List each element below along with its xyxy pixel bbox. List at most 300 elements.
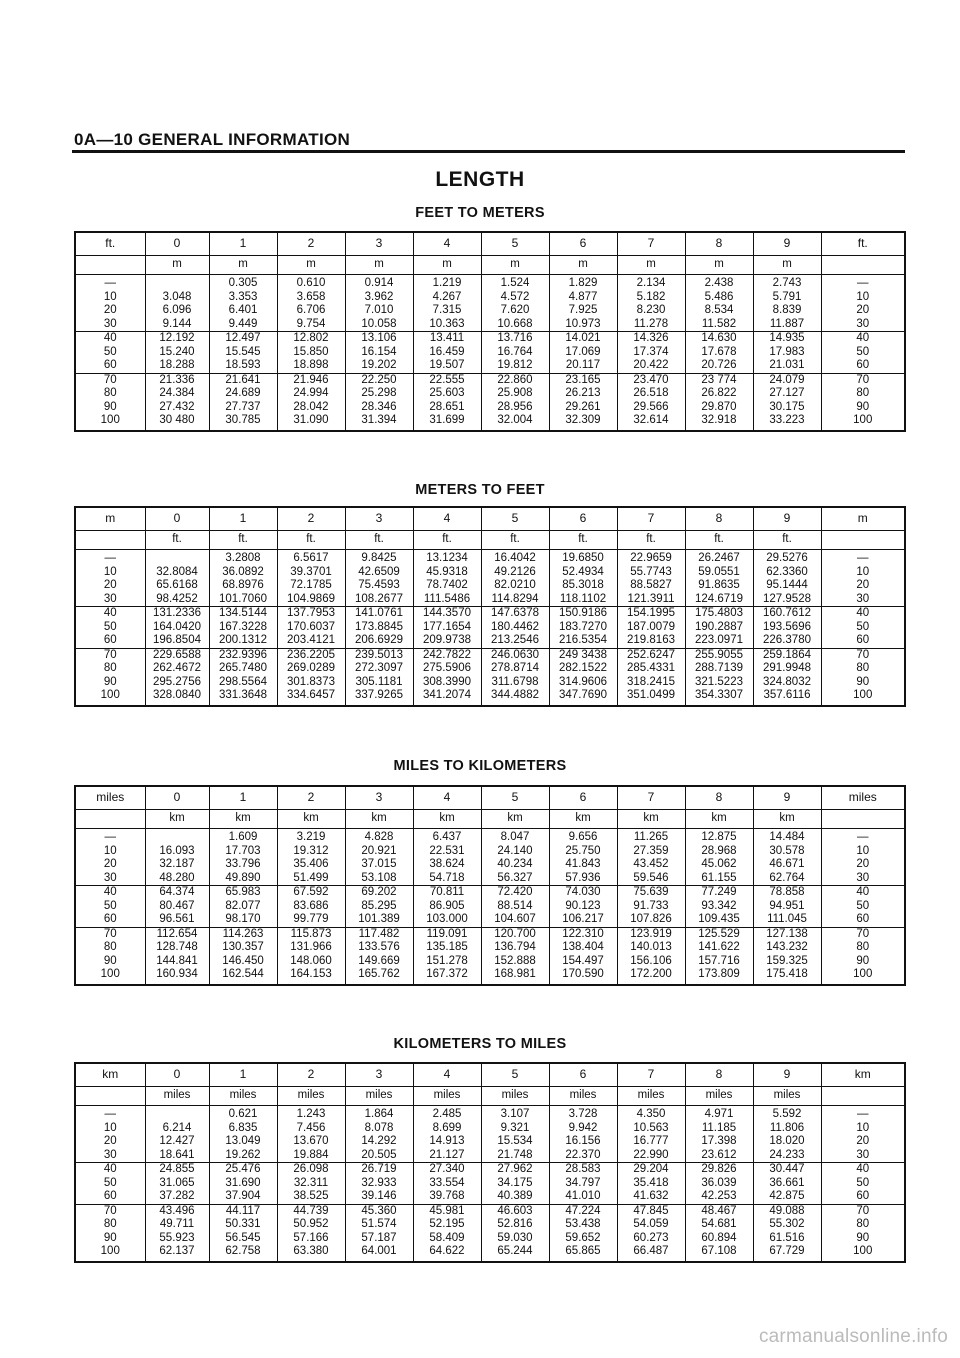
table-cell: 1.609 [209, 829, 277, 845]
table-cell: 17.703 [209, 845, 277, 859]
table-cell: 112.654 [145, 927, 209, 941]
table-cell: 133.576 [345, 941, 413, 955]
table-cell: 127.138 [753, 927, 821, 941]
row-label: 50 [821, 621, 905, 635]
table-cell: 27.359 [617, 845, 685, 859]
table-cell: 21.641 [209, 373, 277, 387]
table-cell: 12.497 [209, 332, 277, 346]
table-cell: 141.0761 [345, 607, 413, 621]
row-label: 80 [75, 387, 145, 401]
table-cell: 134.5144 [209, 607, 277, 621]
unit-header-row [75, 531, 905, 550]
unit-header: ft. [145, 531, 209, 550]
table-cell: 135.185 [413, 941, 481, 955]
table-row [75, 927, 905, 941]
table-cell: 111.5486 [413, 593, 481, 607]
table-cell: 164.153 [277, 968, 345, 985]
column-header: 6 [549, 507, 617, 531]
row-label: — [821, 1106, 905, 1122]
column-header: 1 [209, 1063, 277, 1087]
table-cell: 10.668 [481, 318, 549, 332]
table-cell: 136.794 [481, 941, 549, 955]
unit-header: km [209, 810, 277, 829]
table-cell: 38.624 [413, 858, 481, 872]
row-label: 30 [75, 593, 145, 607]
table-cell: 10.973 [549, 318, 617, 332]
row-label: 80 [821, 941, 905, 955]
table-cell: 57.936 [549, 872, 617, 886]
column-header: 3 [345, 232, 413, 256]
table-cell: 170.6037 [277, 621, 345, 635]
table-cell: 59.546 [617, 872, 685, 886]
table-cell: 91.8635 [685, 579, 753, 593]
table-cell: 98.4252 [145, 593, 209, 607]
table-cell: 43.496 [145, 1204, 209, 1218]
unit-header: miles [345, 1087, 413, 1106]
table-cell [145, 550, 209, 566]
table-cell: 57.187 [345, 1232, 413, 1246]
table-cell: 23 774 [685, 373, 753, 387]
row-label-header: m [821, 507, 905, 531]
table-cell: 24.384 [145, 387, 209, 401]
table-cell: 23.470 [617, 373, 685, 387]
table-cell: 98.170 [209, 913, 277, 927]
table-cell: 46.603 [481, 1204, 549, 1218]
column-header: 0 [145, 232, 209, 256]
table-cell: 8.078 [345, 1122, 413, 1136]
table-cell: 31.065 [145, 1177, 209, 1191]
table-cell: 154.497 [549, 955, 617, 969]
table-row [75, 401, 905, 415]
table-cell: 24.079 [753, 373, 821, 387]
table-cell: 252.6247 [617, 648, 685, 662]
table-cell: 55.923 [145, 1232, 209, 1246]
row-label: 70 [821, 1204, 905, 1218]
table-cell: 14.935 [753, 332, 821, 346]
table-cell: 52.4934 [549, 566, 617, 580]
table-cell: 67.108 [685, 1245, 753, 1262]
row-label: 30 [821, 593, 905, 607]
table-row [75, 566, 905, 580]
table-cell: 48.280 [145, 872, 209, 886]
column-header: 7 [617, 232, 685, 256]
table-cell: 53.108 [345, 872, 413, 886]
table-cell: 275.5906 [413, 662, 481, 676]
table-cell: 65.983 [209, 886, 277, 900]
row-label: 80 [75, 941, 145, 955]
row-label: 20 [75, 858, 145, 872]
table-cell: 49.711 [145, 1218, 209, 1232]
table-cell: 144.841 [145, 955, 209, 969]
row-label: 50 [75, 621, 145, 635]
table-cell: 33.554 [413, 1177, 481, 1191]
table-cell: 31.090 [277, 414, 345, 431]
table-cell: 265.7480 [209, 662, 277, 676]
table-cell: 24.689 [209, 387, 277, 401]
table-cell: 9.321 [481, 1122, 549, 1136]
table-cell: 19.6850 [549, 550, 617, 566]
table-cell: 170.590 [549, 968, 617, 985]
column-header: 3 [345, 507, 413, 531]
table-cell: 124.6719 [685, 593, 753, 607]
unit-header: m [549, 256, 617, 275]
table-cell: 334.6457 [277, 689, 345, 706]
table-cell: 56.327 [481, 872, 549, 886]
row-label-header: km [821, 1063, 905, 1087]
row-label: 90 [821, 401, 905, 415]
table-cell: 156.106 [617, 955, 685, 969]
table-cell: 15.534 [481, 1135, 549, 1149]
table-cell: 67.729 [753, 1245, 821, 1262]
table-cell: 10.563 [617, 1122, 685, 1136]
table-cell: 12.192 [145, 332, 209, 346]
table-cell: 130.357 [209, 941, 277, 955]
table-cell: 16.156 [549, 1135, 617, 1149]
table-row [75, 550, 905, 566]
unit-header-blank [75, 256, 145, 275]
row-label: 10 [75, 1122, 145, 1136]
row-label: 70 [75, 927, 145, 941]
table-cell: 22.990 [617, 1149, 685, 1163]
table-cell: 21.748 [481, 1149, 549, 1163]
row-label: 60 [75, 634, 145, 648]
table-cell: 15.850 [277, 346, 345, 360]
table-cell: 11.265 [617, 829, 685, 845]
table-cell: 131.966 [277, 941, 345, 955]
table-cell: 59.0551 [685, 566, 753, 580]
row-label: — [75, 275, 145, 291]
table-cell: 154.1995 [617, 607, 685, 621]
table-cell: 19.202 [345, 359, 413, 373]
table-cell: 5.486 [685, 291, 753, 305]
row-label: — [821, 550, 905, 566]
table-cell: 49.890 [209, 872, 277, 886]
table-cell: 29.5276 [753, 550, 821, 566]
table-cell: 48.467 [685, 1204, 753, 1218]
table-row [75, 858, 905, 872]
table-cell: 58.409 [413, 1232, 481, 1246]
unit-header-blank [821, 531, 905, 550]
row-label: 60 [821, 913, 905, 927]
row-label: 40 [821, 607, 905, 621]
table-cell: 272.3097 [345, 662, 413, 676]
row-label-header: m [75, 507, 145, 531]
table-cell: 55.7743 [617, 566, 685, 580]
unit-header: m [145, 256, 209, 275]
table-cell: 33.223 [753, 414, 821, 431]
unit-header: ft. [549, 531, 617, 550]
table-cell: 308.3990 [413, 676, 481, 690]
table-cell: 101.389 [345, 913, 413, 927]
table-cell: 54.681 [685, 1218, 753, 1232]
table-cell: 8.230 [617, 304, 685, 318]
table-cell: 259.1864 [753, 648, 821, 662]
table-cell: 305.1181 [345, 676, 413, 690]
table-cell: 232.9396 [209, 648, 277, 662]
table-cell: 91.733 [617, 900, 685, 914]
footer-watermark: carmanualsonline.info [758, 1326, 948, 1347]
table-cell: 25.603 [413, 387, 481, 401]
table-cell: 16.764 [481, 346, 549, 360]
table-cell: 68.8976 [209, 579, 277, 593]
table-cell: 23.165 [549, 373, 617, 387]
table-cell: 35.406 [277, 858, 345, 872]
table-cell: 357.6116 [753, 689, 821, 706]
table-cell: 7.456 [277, 1122, 345, 1136]
table-cell: 196.8504 [145, 634, 209, 648]
table-cell: 12.427 [145, 1135, 209, 1149]
table-cell: 44.117 [209, 1204, 277, 1218]
section-title-meters-to-feet: METERS TO FEET [415, 482, 545, 498]
table-cell: 62.137 [145, 1245, 209, 1262]
table-cell: 2.485 [413, 1106, 481, 1122]
table-cell: 25.750 [549, 845, 617, 859]
table-cell: 60.273 [617, 1232, 685, 1246]
table-cell: 22.250 [345, 373, 413, 387]
column-header: 1 [209, 507, 277, 531]
table-row [75, 1163, 905, 1177]
row-label: 50 [821, 900, 905, 914]
table-cell: 32.004 [481, 414, 549, 431]
table-cell: 27.962 [481, 1163, 549, 1177]
table-cell: 341.2074 [413, 689, 481, 706]
table-cell: 8.699 [413, 1122, 481, 1136]
column-header: 2 [277, 1063, 345, 1087]
unit-header: km [277, 810, 345, 829]
table-cell: 46.671 [753, 858, 821, 872]
table-cell: 22.370 [549, 1149, 617, 1163]
unit-header: km [617, 810, 685, 829]
table-row [75, 607, 905, 621]
column-header: 2 [277, 507, 345, 531]
table-cell: 3.048 [145, 291, 209, 305]
row-label: 90 [75, 955, 145, 969]
table-cell: 47.845 [617, 1204, 685, 1218]
table-cell: 175.418 [753, 968, 821, 985]
row-label: 80 [821, 662, 905, 676]
table-cell: 17.374 [617, 346, 685, 360]
table-cell: 47.224 [549, 1204, 617, 1218]
row-label: 90 [75, 1232, 145, 1246]
row-label: 30 [75, 318, 145, 332]
table-cell: 29.826 [685, 1163, 753, 1177]
table-cell: 39.146 [345, 1190, 413, 1204]
table-row [75, 414, 905, 431]
table-cell: 82.0210 [481, 579, 549, 593]
table-cell: 43.452 [617, 858, 685, 872]
unit-header: m [345, 256, 413, 275]
table-cell: 121.3911 [617, 593, 685, 607]
column-header: 5 [481, 1063, 549, 1087]
unit-header-row [75, 810, 905, 829]
unit-header: miles [685, 1087, 753, 1106]
table-cell: 11.887 [753, 318, 821, 332]
table-cell: 80.467 [145, 900, 209, 914]
table-cell: 109.435 [685, 913, 753, 927]
unit-header: ft. [209, 531, 277, 550]
row-label: 10 [821, 845, 905, 859]
table-cell: 108.2677 [345, 593, 413, 607]
table-cell: 51.499 [277, 872, 345, 886]
table-cell: 173.809 [685, 968, 753, 985]
table-cell: 4.828 [345, 829, 413, 845]
table-cell: 107.826 [617, 913, 685, 927]
table-cell: 0.610 [277, 275, 345, 291]
table-cell: 20.117 [549, 359, 617, 373]
table-cell: 200.1312 [209, 634, 277, 648]
table-cell: 8.839 [753, 304, 821, 318]
column-header: 6 [549, 786, 617, 810]
table-cell: 11.185 [685, 1122, 753, 1136]
table-cell: 49.088 [753, 1204, 821, 1218]
column-header: 4 [413, 1063, 481, 1087]
table-cell: 19.812 [481, 359, 549, 373]
unit-header: km [753, 810, 821, 829]
row-label: — [75, 829, 145, 845]
unit-header: m [413, 256, 481, 275]
row-label: 20 [75, 304, 145, 318]
table-cell: 206.6929 [345, 634, 413, 648]
table-cell: 55.302 [753, 1218, 821, 1232]
table-cell: 331.3648 [209, 689, 277, 706]
row-label: 60 [75, 1190, 145, 1204]
table-cell: 30.578 [753, 845, 821, 859]
table-cell: 229.6588 [145, 648, 209, 662]
column-header: 5 [481, 786, 549, 810]
column-header: 8 [685, 232, 753, 256]
table-cell: 29.870 [685, 401, 753, 415]
table-cell [145, 1106, 209, 1122]
row-label: — [75, 550, 145, 566]
table-cell: 27.340 [413, 1163, 481, 1177]
miles-to-kilometers-table [74, 785, 906, 986]
table-cell: 19.312 [277, 845, 345, 859]
table-cell: 45.981 [413, 1204, 481, 1218]
table-cell: 236.2205 [277, 648, 345, 662]
table-cell: 164.0420 [145, 621, 209, 635]
table-cell: 60.894 [685, 1232, 753, 1246]
table-cell: 59.030 [481, 1232, 549, 1246]
table-row [75, 634, 905, 648]
table-row [75, 579, 905, 593]
row-label: 50 [821, 346, 905, 360]
table-cell: 32.918 [685, 414, 753, 431]
column-header: 5 [481, 507, 549, 531]
table-cell: 223.0971 [685, 634, 753, 648]
table-cell: 54.718 [413, 872, 481, 886]
unit-header: m [617, 256, 685, 275]
table-cell: 4.572 [481, 291, 549, 305]
column-header: 7 [617, 507, 685, 531]
table-cell: 20.422 [617, 359, 685, 373]
table-cell: 103.000 [413, 913, 481, 927]
table-row [75, 1232, 905, 1246]
row-label: 40 [75, 607, 145, 621]
column-header: 7 [617, 1063, 685, 1087]
table-cell: 74.030 [549, 886, 617, 900]
row-label: 40 [821, 1163, 905, 1177]
table-cell: 3.219 [277, 829, 345, 845]
table-cell: 94.951 [753, 900, 821, 914]
column-header: 5 [481, 232, 549, 256]
table-cell: 29.566 [617, 401, 685, 415]
row-label: 90 [821, 955, 905, 969]
table-cell: 14.484 [753, 829, 821, 845]
table-cell: 15.240 [145, 346, 209, 360]
row-label: — [821, 275, 905, 291]
unit-header: km [413, 810, 481, 829]
row-label: 10 [75, 566, 145, 580]
table-cell: 2.134 [617, 275, 685, 291]
unit-header: miles [145, 1087, 209, 1106]
table-cell: 162.544 [209, 968, 277, 985]
table-cell: 64.622 [413, 1245, 481, 1262]
table-cell: 278.8714 [481, 662, 549, 676]
column-header: 9 [753, 507, 821, 531]
row-label-header: miles [75, 786, 145, 810]
table-cell: 291.9948 [753, 662, 821, 676]
unit-header: miles [753, 1087, 821, 1106]
table-cell: 318.2415 [617, 676, 685, 690]
row-label: 70 [821, 927, 905, 941]
table-cell: 65.865 [549, 1245, 617, 1262]
row-label: 60 [821, 359, 905, 373]
table-cell: 203.4121 [277, 634, 345, 648]
table-cell: 44.739 [277, 1204, 345, 1218]
table-cell: 3.107 [481, 1106, 549, 1122]
table-cell: 50.331 [209, 1218, 277, 1232]
table-cell: 20.505 [345, 1149, 413, 1163]
row-label: 100 [821, 1245, 905, 1262]
row-label: 90 [75, 676, 145, 690]
table-row [75, 1245, 905, 1262]
table-cell: 64.374 [145, 886, 209, 900]
table-cell: 190.2887 [685, 621, 753, 635]
unit-header: m [685, 256, 753, 275]
unit-header: m [481, 256, 549, 275]
table-cell: 6.437 [413, 829, 481, 845]
table-cell: 88.5827 [617, 579, 685, 593]
table-cell: 137.7953 [277, 607, 345, 621]
table-cell: 5.592 [753, 1106, 821, 1122]
table-cell: 85.3018 [549, 579, 617, 593]
unit-header-blank [821, 256, 905, 275]
table-cell: 30.447 [753, 1163, 821, 1177]
table-cell: 26.822 [685, 387, 753, 401]
table-cell: 83.686 [277, 900, 345, 914]
column-header: 8 [685, 1063, 753, 1087]
table-cell: 141.622 [685, 941, 753, 955]
table-cell: 16.4042 [481, 550, 549, 566]
unit-header-blank [75, 810, 145, 829]
table-row [75, 1135, 905, 1149]
table-cell: 5.182 [617, 291, 685, 305]
unit-header: m [209, 256, 277, 275]
unit-header: ft. [753, 531, 821, 550]
table-cell: 127.9528 [753, 593, 821, 607]
row-label: 20 [821, 579, 905, 593]
table-cell: 18.898 [277, 359, 345, 373]
table-cell: 324.8032 [753, 676, 821, 690]
table-cell: 18.020 [753, 1135, 821, 1149]
table-cell: 17.678 [685, 346, 753, 360]
row-label: 20 [821, 858, 905, 872]
row-label: 70 [75, 373, 145, 387]
row-label: 40 [75, 1163, 145, 1177]
table-cell: 39.768 [413, 1190, 481, 1204]
table-cell: 101.7060 [209, 593, 277, 607]
table-cell: 106.217 [549, 913, 617, 927]
